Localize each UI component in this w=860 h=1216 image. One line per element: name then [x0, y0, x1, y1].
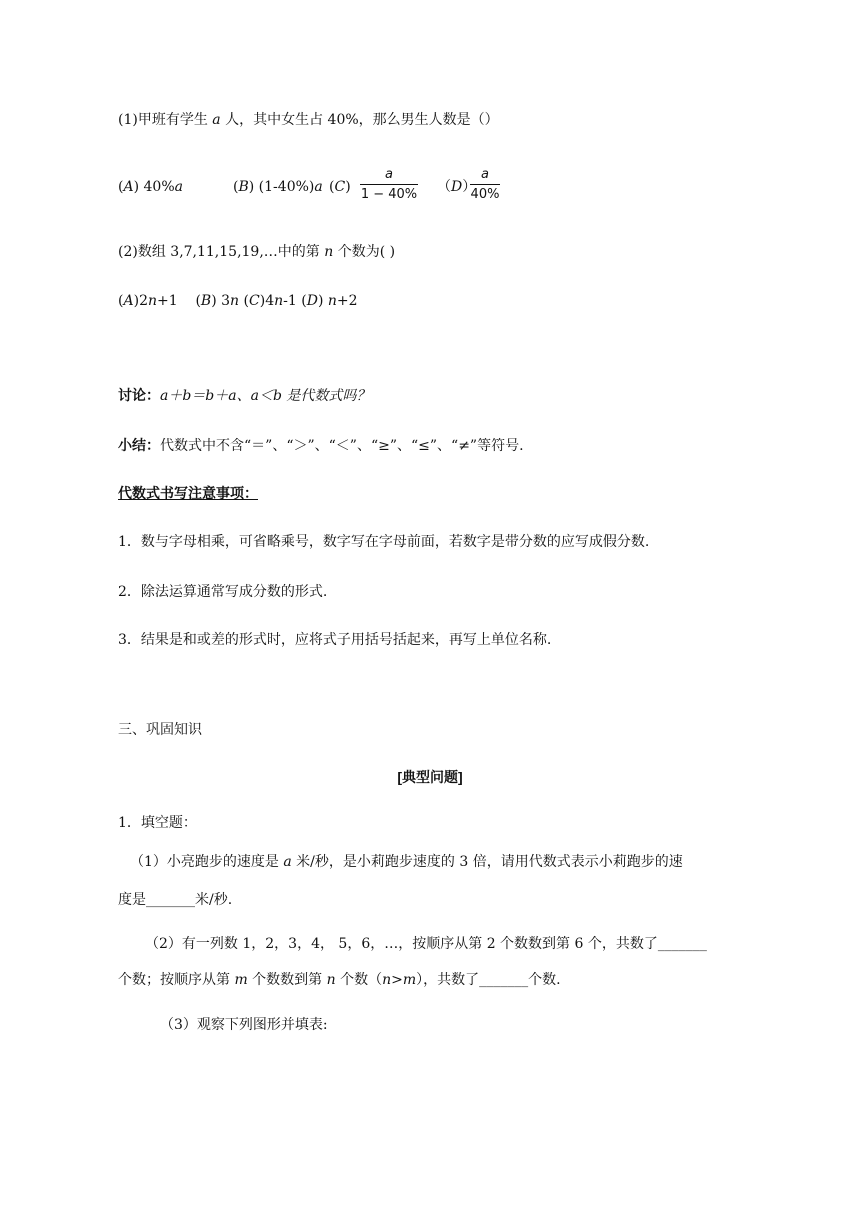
- fraction-bar: [470, 184, 500, 185]
- option-b-text: (1-40%): [254, 179, 315, 195]
- discussion: [118, 386, 370, 406]
- variable-a: a: [212, 112, 221, 128]
- note-item-2: 2．除法运算通常写成分数的形式.: [118, 584, 328, 600]
- option-c-fraction: [360, 167, 418, 202]
- q2-option-a-tail: +1: [157, 293, 178, 309]
- typical-problems-heading: [典型问题]: [397, 769, 463, 785]
- fraction-bar: [360, 184, 418, 185]
- q2-option-a-var: n: [147, 293, 158, 309]
- problem-2-part-a: 个数；按顺序从第: [118, 972, 235, 988]
- option-a-text: 40%: [139, 179, 175, 195]
- option-a-label: A: [123, 179, 134, 195]
- problem-1-line-1: [130, 852, 683, 872]
- option-c-label-wrap: (C): [329, 179, 351, 195]
- option-d-label: D: [451, 179, 463, 195]
- question-2-options: (A)2n+1 (B) 3n (C)4n-1 (D) n+2: [118, 293, 358, 309]
- summary: [118, 436, 524, 456]
- q2-option-c-var: n: [274, 293, 284, 309]
- q2-option-b-text: 3: [216, 293, 231, 309]
- q2-option-c-label: C: [249, 293, 260, 309]
- section-3-heading: 三、巩固知识: [118, 722, 202, 738]
- summary-label: 小结：: [118, 438, 160, 454]
- problem-1-var: a: [283, 854, 292, 870]
- option-c-denominator: 1 − 40%: [360, 187, 418, 202]
- problem-2-part-c: 个数（: [335, 972, 383, 988]
- option-d-denominator: 40%: [470, 187, 500, 202]
- option-d-label-wrap: （D）: [437, 179, 477, 195]
- discussion-label: 讨论：: [118, 388, 160, 404]
- question-2-text: (2)数组 3,7,11,15,19,…中的第: [118, 244, 325, 260]
- note-item-1: 1．数与字母相乘，可省略乘号，数字写在字母前面，若数字是带分数的应写成假分数.: [118, 534, 650, 550]
- q2-option-d-tail: +2: [336, 293, 358, 309]
- variable-n-2: n: [326, 972, 336, 988]
- problem-2-line-2: [118, 970, 561, 990]
- variable-m: m: [234, 972, 248, 988]
- option-d-numerator: a: [481, 167, 489, 182]
- problem-2-part-b: 个数数到第: [247, 972, 327, 988]
- option-b: (B) (1-40%)a: [233, 179, 323, 195]
- fill-blank-label: 1．填空题：: [118, 815, 197, 831]
- question-2-tail: 个数为( ): [333, 244, 396, 260]
- variable-n: n: [324, 244, 334, 260]
- question-1: [118, 110, 499, 130]
- q2-option-c-tail: -1: [283, 293, 297, 309]
- summary-text: 代数式中不含“＝”、“＞”、“＜”、“≥”、“≤”、“≠”等符号.: [160, 438, 524, 454]
- problem-2-line-1: （2）有一列数 1，2，3，4， 5，6，…，按顺序从第 2 个数数到第 6 个，共数了_______: [145, 936, 707, 952]
- problem-1-line-2: 度是_______米/秒.: [118, 892, 233, 908]
- problem-2-condition: n>m: [382, 972, 417, 988]
- question-2: [118, 242, 395, 262]
- notes-heading: 代数式书写注意事项：: [118, 486, 258, 502]
- q2-option-a-text: 2: [139, 293, 148, 309]
- q2-option-a-label: A: [123, 293, 134, 309]
- option-b-label: B: [238, 179, 249, 195]
- question-1-tail: 人，其中女生占 40%，那么男生人数是（）: [220, 112, 499, 128]
- option-c-numerator: a: [385, 167, 393, 182]
- question-1-text: (1)甲班有学生: [118, 112, 213, 128]
- option-d-fraction: [470, 167, 500, 202]
- problem-2-part-d: ），共数了_______个数.: [416, 972, 561, 988]
- discussion-text: a＋b＝b＋a、a＜b 是代数式吗？: [160, 388, 371, 404]
- q2-option-c-text: 4: [265, 293, 275, 309]
- q2-option-d-var: n: [327, 293, 337, 309]
- problem-1-post: 米/秒，是小莉跑步速度的 3 倍，请用代数式表示小莉跑步的速: [291, 854, 683, 870]
- option-a: (A) 40%a: [118, 179, 183, 195]
- q2-option-b-var: n: [230, 293, 240, 309]
- problem-3: （3）观察下列图形并填表:: [160, 1017, 328, 1033]
- problem-1-pre: （1）小亮跑步的速度是: [130, 854, 284, 870]
- option-b-var: a: [314, 179, 323, 195]
- q2-option-d-label: D: [306, 293, 318, 309]
- note-item-3: 3．结果是和或差的形式时，应将式子用括号括起来，再写上单位名称.: [118, 632, 552, 648]
- option-a-var: a: [174, 179, 183, 195]
- option-c-label: C: [334, 179, 346, 195]
- q2-option-b-label: B: [200, 293, 212, 309]
